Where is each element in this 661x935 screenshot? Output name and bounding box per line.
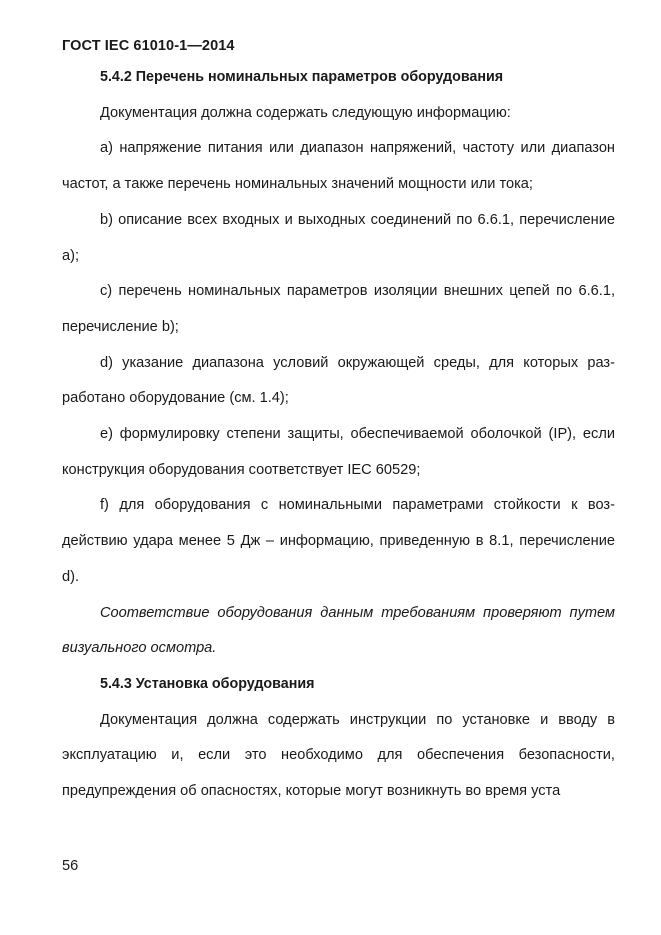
document-body <box>62 60 615 810</box>
list-item-d: d) указание диапазона условий окружающей среды, для которых разработано оборудование (см. 1.4); <box>62 354 615 407</box>
compliance-note: Соответствие оборудования данным требованиям проверяют путем визуального осмотра. <box>62 604 615 657</box>
document-header: ГОСТ IEC 61010-1—2014 <box>62 38 235 54</box>
paragraph-installation: Документация должна содержать инструкции по установке и вводу в эксплуатацию и, если это необходимо для обеспечения безопасности, предупреждения об опасностях, которые могут возникнуть во время уста <box>62 711 615 800</box>
list-item-f: f) для оборудования с номинальными параметрами стойкости к воздействию удара менее 5 Дж – информацию, приведенную в 8.1, перечисление d). <box>62 497 615 585</box>
page-number: 56 <box>62 858 79 874</box>
list-item-b: b) описание всех входных и выходных соединений по 6.6.1, перечисление а); <box>62 211 615 264</box>
section-heading-5-4-3: 5.4.3 Установка оборудования <box>100 675 315 692</box>
paragraph-intro: Документация должна содержать следующую информацию: <box>100 104 511 121</box>
list-item-e: е) формулировку степени защиты, обеспечиваемой оболочкой (IP), если конструкция оборудования соответствует IEC 60529; <box>62 426 615 478</box>
section-heading-5-4-2: 5.4.2 Перечень номинальных параметров оборудования <box>100 69 504 85</box>
list-item-a: а) напряжение питания или диапазон напряжений, частоту или диапазон частот, а также перечень номинальных значений мощности или тока; <box>62 140 615 193</box>
list-item-c: с) перечень номинальных параметров изоляции внешних цепей по 6.6.1, перечисление b); <box>62 283 615 335</box>
